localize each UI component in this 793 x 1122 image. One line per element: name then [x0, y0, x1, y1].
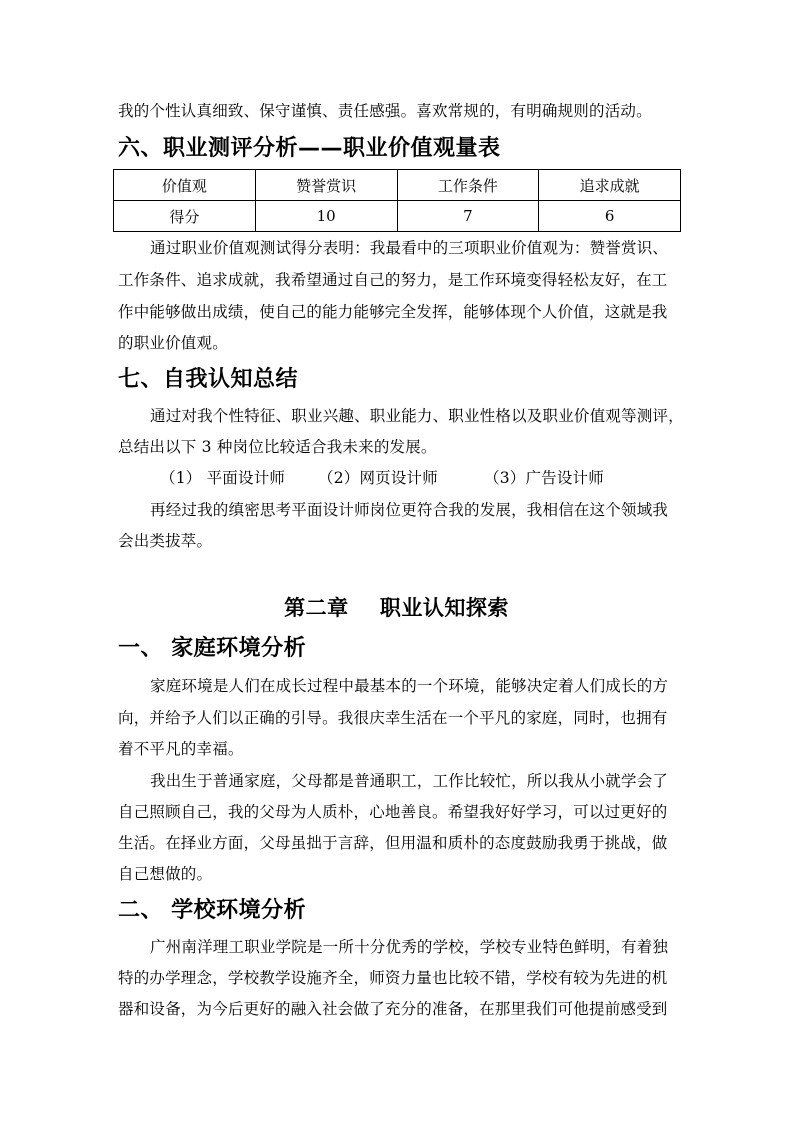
table-header-cell: 工作条件: [397, 170, 539, 201]
table-row: [114, 201, 681, 232]
table-cell: 6: [539, 201, 681, 232]
paragraph-line: 的职业价值观。: [118, 334, 228, 352]
values-score-table: [113, 169, 681, 232]
paragraph-line: 着不平凡的幸福。: [118, 740, 244, 758]
table-header-cell: 赞誉赏识: [255, 170, 397, 201]
table-cell: 10: [255, 201, 397, 232]
table-cell: 7: [397, 201, 539, 232]
paragraph-line: 自己照顾自己，我的父母为人质朴，心地善良。希望我好好学习，可以过更好的: [118, 803, 668, 821]
table-header-cell: 价值观: [114, 170, 256, 201]
paragraph-line: 家庭环境是人们在成长过程中最基本的一个环境，能够决定着人们成长的方: [150, 677, 669, 695]
intro-line: 我的个性认真细致、保守谨慎、责任感强。喜欢常规的，有明确规则的活动。: [118, 102, 652, 120]
paragraph-line: 再经过我的缜密思考平面设计师岗位更符合我的发展，我相信在这个领域我: [150, 501, 669, 519]
paragraph-line: 特的办学理念，学校教学设施齐全，师资力量也比较不错，学校有较为先进的机: [118, 969, 668, 987]
paragraph-line: 我出生于普通家庭，父母都是普通职工，工作比较忙，所以我从小就学会了: [150, 772, 669, 790]
paragraph-line: 器和设备，为今后更好的融入社会做了充分的准备，在那里我们可他提前感受到: [118, 1000, 668, 1018]
family-heading: 一、 家庭环境分析: [118, 636, 307, 661]
paragraph-line: 会出类拔萃。: [118, 532, 213, 550]
paragraph-line: 向，并给予人们以正确的引导。我很庆幸生活在一个平凡的家庭，同时，也拥有: [118, 709, 668, 727]
paragraph-line: 作中能够做出成绩，使自己的能力能够完全发挥，能够体现个人价值，这就是我: [118, 303, 668, 321]
paragraph-line: 广州南洋理工职业学院是一所十分优秀的学校，学校专业特色鲜明，有着独: [150, 938, 669, 956]
section6-heading: 六、职业测评分析——职业价值观量表: [118, 136, 501, 161]
paragraph-line: 总结出以下 3 种岗位比较适合我未来的发展。: [118, 438, 437, 456]
school-heading: 二、 学校环境分析: [118, 898, 307, 923]
paragraph-line: 通过对我个性特征、职业兴趣、职业能力、职业性格以及职业价值观等测评，: [150, 407, 684, 425]
paragraph-line: 自己想做的。: [118, 865, 213, 883]
table-header-cell: 追求成就: [539, 170, 681, 201]
option-item: （1） 平面设计师: [160, 469, 286, 487]
option-item: （3）广告设计师: [484, 469, 604, 487]
section7-heading: 七、自我认知总结: [118, 367, 299, 392]
chapter-title: 第二章 职业认知探索: [284, 596, 509, 620]
paragraph-line: 工作条件、追求成就，我希望通过自己的努力，是工作环境变得轻松友好，在工: [118, 271, 668, 289]
option-item: （2）网页设计师: [318, 469, 438, 487]
table-header-row: [114, 170, 681, 201]
paragraph-line: 生活。在择业方面，父母虽拙于言辞，但用温和质朴的态度鼓励我勇于挑战，做: [118, 834, 668, 852]
paragraph-line: 通过职业价值观测试得分表明：我最看中的三项职业价值观为：赞誉赏识、: [150, 239, 669, 257]
table-cell: 得分: [114, 201, 256, 232]
